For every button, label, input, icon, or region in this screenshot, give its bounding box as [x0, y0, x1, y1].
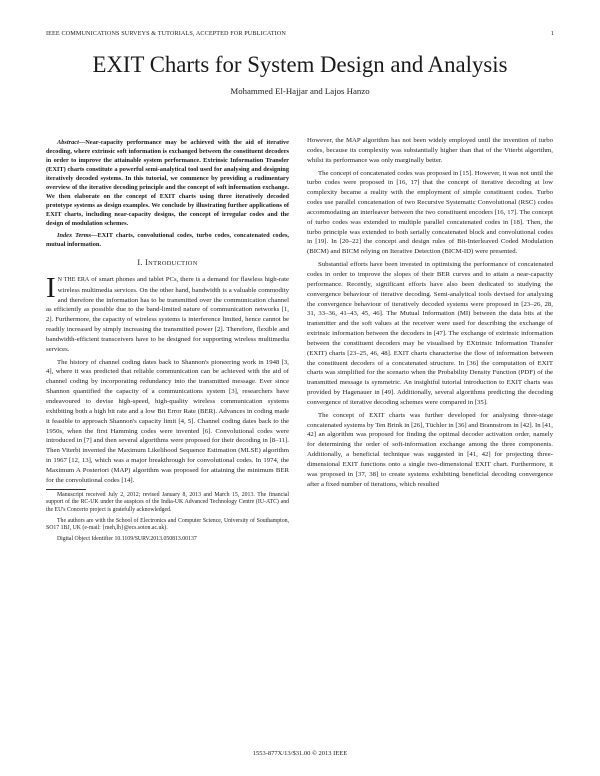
- intro-paragraph-1: [46, 271, 290, 355]
- paper-title: EXIT Charts for System Design and Analysis: [92, 52, 508, 77]
- right-paragraph-4: The concept of EXIT charts was further developed for analysing three-stage concatenated systems by Ten Brink in [26], Tüchler in [36] and Brannstrom in [42]. In [41, 42] an algorithm was proposed for finding the optimal decoder activation order, namely for determining the order of soft-information exchange among the three components. Additionally, a beneficial technique was suggested in [41, 42] for projecting three-dimensional EXIT functions onto a single two-dimensional EXIT chart. Furthermore, it was proposed in [37, 38] to create systems exhibiting beneficial decoding convergence after a fixed number of iterations, which resulted: [307, 411, 553, 488]
- footnote-manuscript: Manuscript received July 2, 2012; revised January 8, 2013 and March 15, 2013. The financial support of the RC-UK under the auspices of the India-UK Advanced Technology Centre (IU-ATC) and the EU's Concerto project is gratefully acknowledged.: [46, 491, 289, 513]
- right-paragraph-2: The concept of concatenated codes was proposed in [15]. However, it was not until the turbo codes were proposed in [16, 17] that the concept of iterative decoding at low complexity became a reality with the employment of simple constituent codes. Turbo codes use parallel concatenation of two Recursive Systematic Convolutional (RSC) codes accommodating an interleaver between the two constituent encoders [16, 17]. The concept of turbo codes was extended to multiple parallel concatenated codes in [18]. Then, the turbo principle was extended to both serially concatenated block and convolutional codes in [19]. In [20–22] the concept and design rules of Bit-Interleaved Coded Modulation (BICM) and BICM relying on Iterative Detection (BICM-ID) were presented.: [307, 169, 553, 256]
- intro-paragraph-2: The history of channel coding dates back to Shannon's pioneering work in 1948 [3, 4], where it was predicted that reliable communication can be achieved with the aid of channel coding by incorporating redundancy into the transmitted message. Ever since Shannon quantified the capacity of a communications system [3], researchers have endeavoured to devise high-speed, high-quality wireless communication systems exhibiting both a high bit rate and a low Bit Error Rate (BER). Advances in coding made it feasible to approach Shannon's capacity limit [4, 5]. Channel coding dates back to the 1950s, when the first Hamming codes were invented [6]. Convolutional codes were introduced in [7] and then several algorithms were proposed for their decoding in [8–11]. Then Viterbi invented the Maximum Likelihood Sequence Estimation (MLSE) algorithm in 1967 [12, 13], which was a major breakthrough for convolutional codes. In 1974, the Maximum A Posteriori (MAP) algorithm was proposed for attaining the minimum BER for the convolutional codes [14].: [46, 358, 289, 484]
- lead-caps: N THE ERA: [57, 276, 90, 283]
- section-initial: I: [145, 258, 149, 267]
- right-paragraph-1: However, the MAP algorithm has not been widely employed until the invention of turbo codes, because its complexity was substantially higher than that of the Viterbi algorithm, whilst its performance was only marginally better.: [307, 137, 553, 164]
- abstract-label: Abstract: [57, 139, 79, 146]
- paper-authors: Mohammed El-Hajjar and Lajos Hanzo: [230, 86, 370, 96]
- intro-p1-text: of smart phones and tablet PCs, there is a demand for flawless high-rate wireless multimedia services. On the other hand, bandwidth is a valuable commodity and therefore the information has to be transmitted over the communication channel as efficiently as possible due to the band-limited nature of communication networks [1, 2]. Furthermore, the capacity of wireless systems is interference limited, hence cannot be readily increased by simply increasing the transmitted power [2]. Therefore, flexible and bandwidth-efficient transceivers have to be designed for supporting wireless multimedia services.: [46, 275, 290, 353]
- section-rest: NTRODUCTION: [148, 260, 198, 267]
- index-terms-label: Index Terms: [57, 232, 92, 239]
- abstract: [46, 138, 289, 228]
- abstract-text: —Near-capacity performance may be achieved with the aid of iterative decoding, where extrinsic soft information is exchanged between the constituent decoders in order to improve the attainable system performance. Extrinsic Information Transfer (EXIT) charts constitute a powerful semi-analytical tool used for analysing and designing iteratively decoded systems. In this tutorial, we commence by providing a rudimentary overview of the iterative decoding principle and the concept of soft information exchange. We then elaborate on the concept of EXIT charts using three iteratively decoded prototype systems as design examples. We conclude by illustrating further applications of EXIT charts, including near-capacity designs, the concept of irregular codes and the design of modulation schemes.: [46, 139, 289, 227]
- drop-cap: I: [46, 271, 56, 304]
- section-heading: [46, 258, 289, 269]
- left-column: [46, 138, 289, 544]
- section-number: I.: [137, 258, 143, 267]
- page-number: 1: [550, 30, 554, 37]
- index-terms-text: —EXIT charts, convolutional codes, turbo codes, concatenated codes, mutual information.: [46, 232, 289, 248]
- copyright-footer: 1553-877X/13/$31.00 © 2013 IEEE: [252, 750, 348, 757]
- footnote-rule: [46, 489, 86, 490]
- right-column: [307, 136, 553, 490]
- right-paragraph-3: Substantial efforts have been invested in optimising the performance of concatenated codes in order to improve the slopes of their BER curves and to attain a near-capacity performance. Recently, significant efforts have also been dedicated to studying the convergence behaviour of iterative decoding. Semi-analytical tools devised for analysing the convergence behaviour of iteratively decoded systems were proposed in [23–26, 28, 31, 33–36, 41–43, 45, 46]. The Mutual Information (MI) between the data bits at the transmitter and the soft values at the receiver were used for describing the exchange of extrinsic information between the decoders in [47]. The exchange of extrinsic information between the constituent decoders may be visualised by EXtrinsic Information Transfer (EXIT) charts [23–25, 46, 48]. EXIT charts characterise the flow of information between the constituent decoders of a concatenated structure. In [36] the computation of EXIT charts was simplified for the scenario when the Probability Density Function (PDF) of the transmitted message is symmetric. An insightful tutorial introduction to EXIT charts was provided by Hagenauer in [49]. Additionally, several algorithms predicting the decoding convergence of iterative decoding schemes were compared in [35].: [307, 261, 553, 406]
- footnote-doi: Digital Object Identifier 10.1109/SURV.2013.050813.00137: [57, 536, 197, 543]
- running-head: [46, 30, 554, 37]
- index-terms: [46, 231, 289, 249]
- journal-name: IEEE COMMUNICATIONS SURVEYS & TUTORIALS, ACCEPTED FOR PUBLICATION: [46, 30, 286, 37]
- footnote-authors: The authors are with the School of Electronics and Computer Science, University of Southampton, SO17 1BJ, UK (e-mail: {meh,lh}@ecs.soton.ac.uk).: [46, 517, 289, 532]
